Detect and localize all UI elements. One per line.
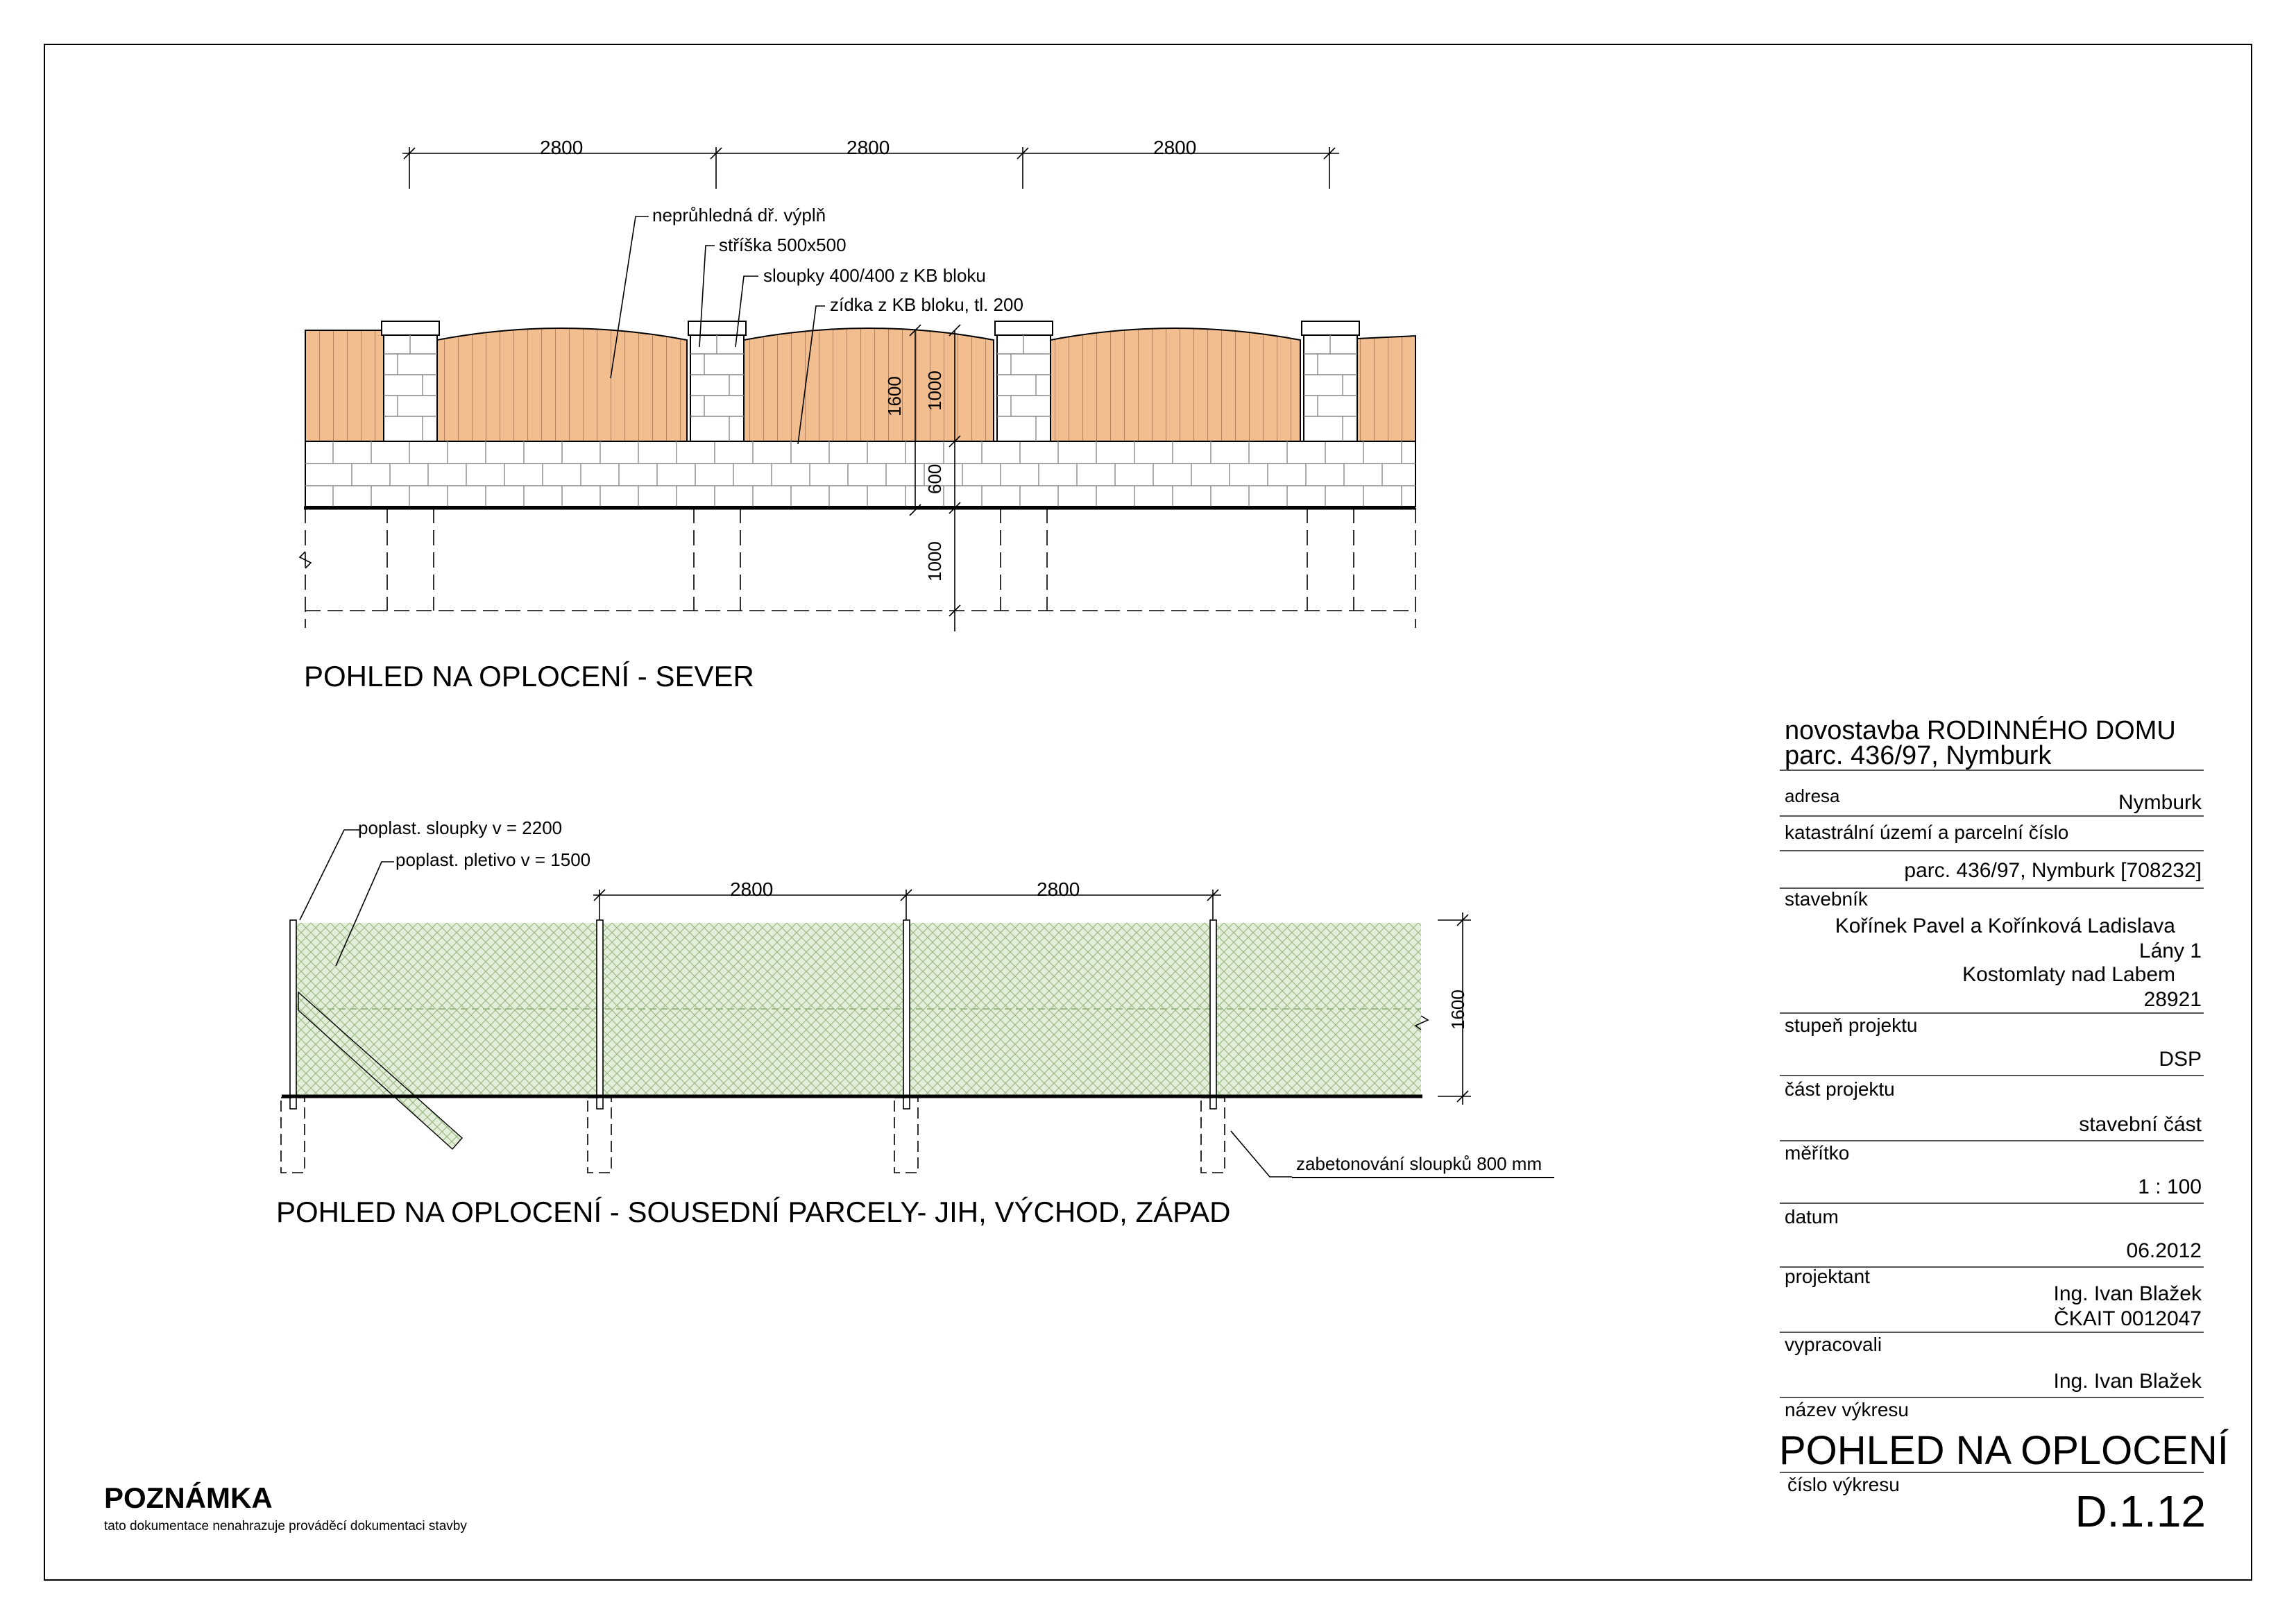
note-text: tato dokumentace nenahrazuje prováděcí dokumentaci stavby [104,1519,467,1533]
north-vdim-1600: 1600 [884,376,905,416]
north-dim-1: 2800 [540,137,584,158]
pillar-cap [1302,321,1359,335]
south-dim-1: 2800 [730,878,774,900]
wood-infill [305,328,1415,441]
south-vdim-1600: 1600 [1447,989,1468,1030]
north-vdim-600: 600 [924,464,945,494]
callout-mesh: poplast. pletivo v = 1500 [396,849,591,870]
investor-line-2: Lány 1 [2138,940,2202,962]
north-foundation [305,508,1415,628]
callout-wall: zídka z KB bloku, tl. 200 [830,294,1023,315]
pillar [1302,321,1359,441]
project-title-line1: novostavba RODINNÉHO DOMU [1785,716,2176,745]
north-elevation [300,147,1415,631]
wood-panel [744,328,994,441]
pillar-cap [995,321,1053,335]
prepared-label: vypracovali [1785,1334,1882,1355]
callout-pillars: sloupky 400/400 z KB bloku [763,265,986,286]
scale-value: 1 : 100 [2138,1175,2202,1198]
cadastre-label: katastrální území a parcelní číslo [1785,822,2069,843]
investor-line-1: Kořínek Pavel a Kořínková Ladislava [1835,915,2175,937]
project-title-line2: parc. 436/97, Nymburk [1785,741,2052,770]
pillar [995,321,1053,441]
south-dim-2: 2800 [1037,878,1080,900]
designer-line-2: ČKAIT 0012047 [2054,1307,2202,1330]
callout-mesh-posts: poplast. sloupky v = 2200 [358,817,563,838]
pillar-cap [382,321,439,335]
fence-post [903,920,910,1109]
designer-line-1: Ing. Ivan Blažek [2053,1282,2202,1305]
drawing-name-label: název výkresu [1785,1399,1909,1420]
north-vdim-1000-bottom: 1000 [924,541,945,581]
fence-post [1210,920,1216,1109]
north-dim-3: 2800 [1153,137,1197,158]
fence-post [597,920,603,1109]
drawing-number: D.1.12 [2075,1486,2206,1536]
stage-value: DSP [2159,1048,2202,1071]
cadastre-value: parc. 436/97, Nymburk [708232] [1904,859,2202,882]
wood-panel [437,328,687,441]
north-dim-2: 2800 [847,137,890,158]
date-label: datum [1785,1206,1839,1227]
scale-label: měřítko [1785,1142,1850,1164]
drawing-name: POHLED NA OPLOCENÍ [1779,1428,2229,1473]
sheet-border [44,44,2252,1580]
north-vdim-1000-top: 1000 [924,371,945,411]
callout-wood-infill: neprůhledná dř. výplň [652,205,826,226]
drawing-no-label: číslo výkresu [1787,1474,1900,1495]
part-value: stavební část [2079,1113,2202,1136]
wood-panel [1357,336,1415,441]
note-heading: POZNÁMKA [104,1481,273,1514]
address-value: Nymburk [2118,791,2202,814]
address-label: adresa [1785,785,1840,806]
south-view-title: POHLED NA OPLOCENÍ - SOUSEDNÍ PARCELY- JIH, VÝCHOD, ZÁPAD [276,1196,1231,1228]
designer-label: projektant [1785,1266,1870,1287]
concrete-note: zabetonování sloupků 800 mm [1296,1153,1542,1174]
fence-post [290,920,296,1109]
wood-panel [1051,328,1300,441]
wood-panel [305,330,384,441]
prepared-value: Ing. Ivan Blažek [2053,1370,2202,1393]
date-value: 06.2012 [2126,1239,2202,1262]
investor-label: stavebník [1785,888,1868,910]
north-view-title: POHLED NA OPLOCENÍ - SEVER [304,660,754,692]
investor-line-4: 28921 [2143,988,2202,1011]
south-elevation [281,830,1471,1177]
part-label: část projektu [1785,1078,1895,1100]
pillar [382,321,439,441]
stage-label: stupeň projektu [1785,1014,1918,1036]
pillar [688,321,746,441]
callout-cap: stříška 500x500 [719,235,847,255]
investor-line-3: Kostomlaty nad Labem [1962,963,2175,986]
